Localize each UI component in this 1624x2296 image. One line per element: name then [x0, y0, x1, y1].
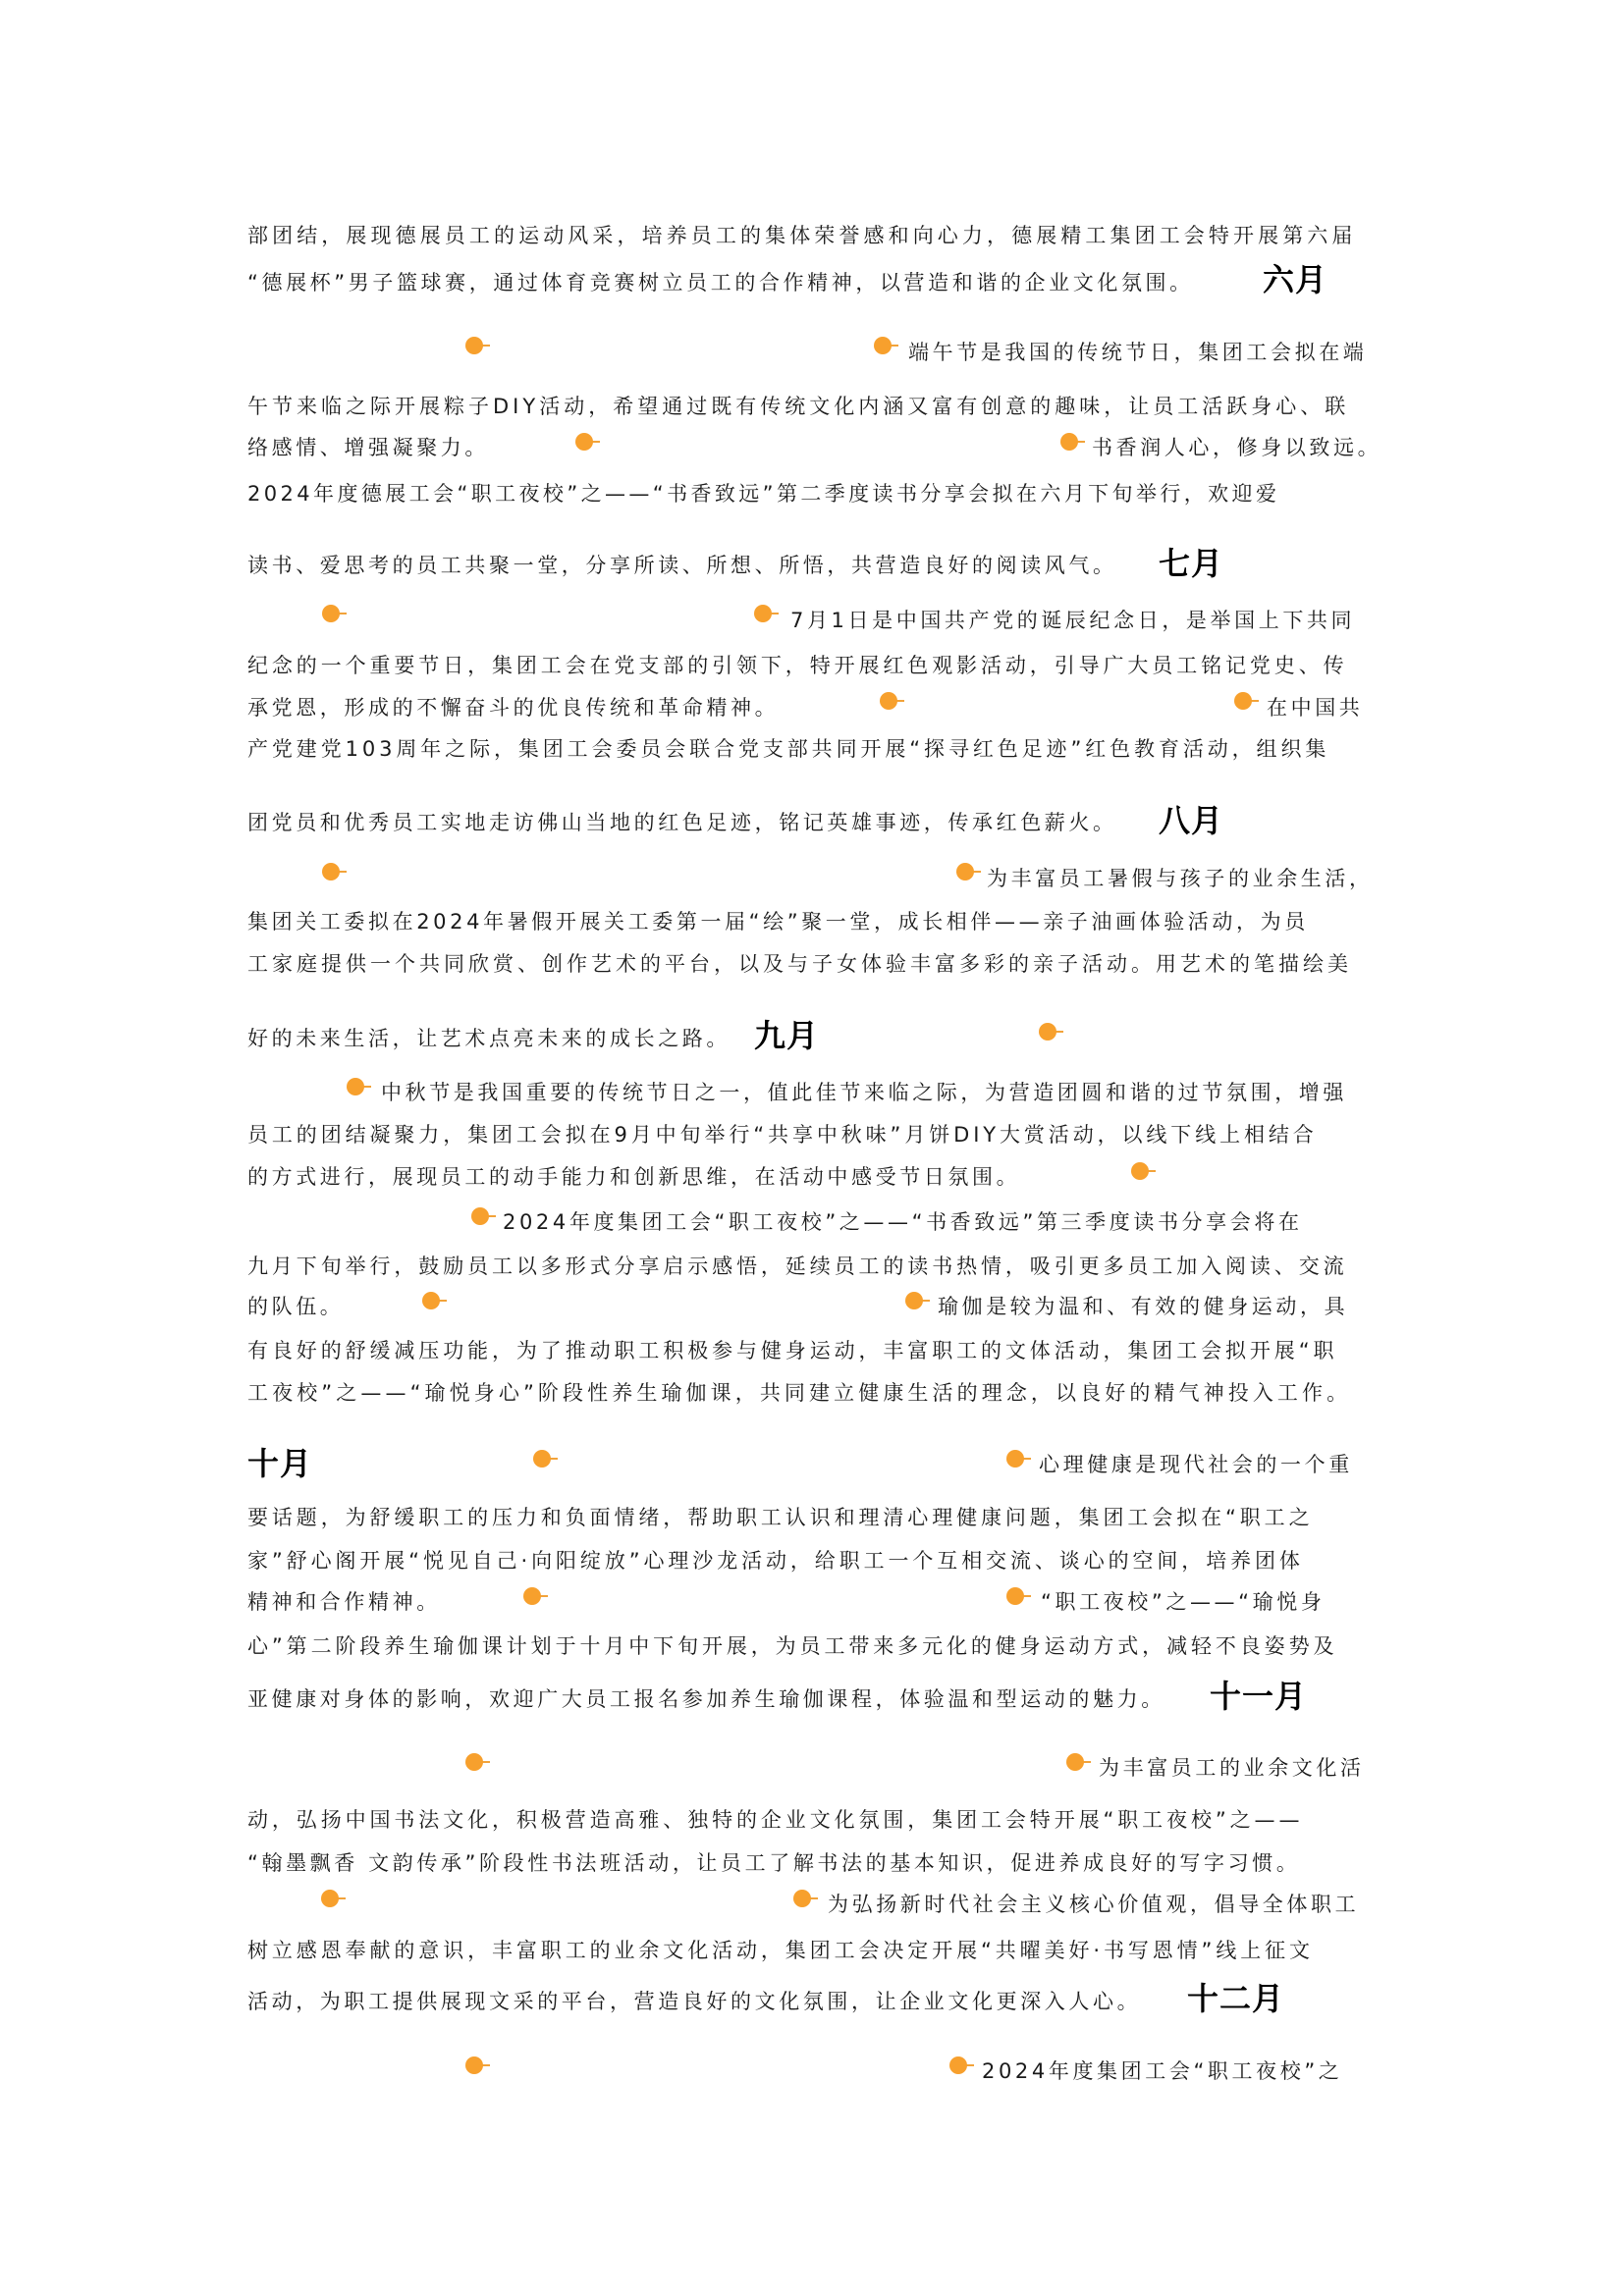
text-line: 动，弘扬中国书法文化，积极营造高雅、独特的企业文化氛围，集团工会特开展“职工夜校”之——: [247, 1808, 1304, 1832]
text-line: 员工的团结凝聚力，集团工会拟在9月中旬举行“共享中秋味”月饼DIY大赏活动，以线下线上相结合: [247, 1123, 1318, 1147]
month-heading-nov: 十一月: [1210, 1678, 1308, 1715]
text-line: 瑜伽是较为温和、有效的健身运动，具: [938, 1295, 1349, 1318]
text-line: 午节来临之际开展粽子DIY活动，希望通过既有传统文化内涵又富有创意的趣味，让员工活跃身心、联: [247, 395, 1350, 418]
orange-dot-icon: [573, 431, 595, 453]
orange-dot-icon: [947, 2055, 969, 2076]
orange-dot-icon: [878, 690, 899, 712]
orange-dot-icon: [1004, 1448, 1026, 1469]
orange-dot-icon: [1129, 1160, 1151, 1182]
text-line: 2024年度德展工会“职工夜校”之——“书香致远”第二季度读书分享会拟在六月下旬举行，欢迎爱: [247, 482, 1280, 506]
month-heading-sep: 九月: [754, 1017, 820, 1054]
orange-dot-icon: [791, 1888, 813, 1909]
text-line: 心理健康是现代社会的一个重: [1039, 1453, 1353, 1476]
text-line: 九月下旬举行，鼓励员工以多形式分享启示感悟，延续员工的读书热情，吸引更多员工加入阅读、交流: [247, 1255, 1348, 1278]
text-line: 读书、爱思考的员工共聚一堂，分享所读、所想、所悟，共营造良好的阅读风气。: [247, 554, 1117, 577]
orange-dot-icon: [463, 1751, 485, 1773]
text-line: “职工夜校”之——“瑜悦身: [1041, 1590, 1326, 1614]
text-line: 为丰富员工暑假与孩子的业余生活，: [987, 867, 1374, 890]
orange-dot-icon: [319, 1888, 341, 1909]
text-line: 工夜校”之——“瑜悦身心”阶段性养生瑜伽课，共同建立健康生活的理念，以良好的精气神投入工作。: [247, 1381, 1352, 1405]
orange-dot-icon: [531, 1448, 553, 1469]
text-line: 家”舒心阁开展“悦见自己·向阳绽放”心理沙龙活动，给职工一个互相交流、谈心的空间，培养团体: [247, 1549, 1304, 1573]
text-line: 纪念的一个重要节日，集团工会在党支部的引领下，特开展红色观影活动，引导广大员工铭记党史、传: [247, 654, 1348, 677]
orange-dot-icon: [469, 1205, 491, 1227]
text-line: 集团关工委拟在2024年暑假开展关工委第一届“绘”聚一堂，成长相伴——亲子油画体验活动，为员: [247, 910, 1309, 934]
text-line: 中秋节是我国重要的传统节日之一，值此佳节来临之际，为营造团圆和谐的过节氛围，增强: [381, 1081, 1347, 1104]
orange-dot-icon: [1004, 1585, 1026, 1607]
text-line: 的队伍。: [247, 1295, 345, 1318]
orange-dot-icon: [872, 335, 893, 356]
month-heading-jul: 七月: [1159, 545, 1224, 582]
text-line: 2024年度集团工会“职工夜校”之——“书香致远”第三季度读书分享会将在: [503, 1210, 1303, 1234]
month-heading-oct: 十月: [247, 1445, 313, 1482]
text-line: 要话题，为舒缓职工的压力和负面情绪，帮助职工认识和理清心理健康问题，集团工会拟在“职工之: [247, 1506, 1314, 1529]
text-line: 工家庭提供一个共同欣赏、创作艺术的平台，以及与子女体验丰富多彩的亲子活动。用艺术的笔描绘美: [247, 952, 1352, 976]
text-line: 2024年度集团工会“职工夜校”之: [982, 2059, 1343, 2083]
text-line: 产党建党103周年之际，集团工会委员会联合党支部共同开展“探寻红色足迹”红色教育活动，组织集: [247, 737, 1330, 761]
orange-dot-icon: [420, 1290, 442, 1311]
text-line: 心”第二阶段养生瑜伽课计划于十月中下旬开展，为员工带来多元化的健身运动方式，减轻不良姿势及: [247, 1634, 1338, 1658]
text-line: 承党恩，形成的不懈奋斗的优良传统和革命精神。: [247, 696, 780, 720]
month-heading-jun: 六月: [1263, 261, 1328, 298]
orange-dot-icon: [1037, 1021, 1058, 1042]
text-line: 的方式进行，展现员工的动手能力和创新思维，在活动中感受节日氛围。: [247, 1165, 1021, 1189]
orange-dot-icon: [320, 861, 342, 882]
orange-dot-icon: [345, 1076, 366, 1097]
text-line: 7月1日是中国共产党的诞辰纪念日，是举国上下共同: [790, 609, 1356, 632]
text-line: 部团结，展现德展员工的运动风采，培养员工的集体荣誉感和向心力，德展精工集团工会特开展第六届: [247, 224, 1357, 247]
orange-dot-icon: [463, 2055, 485, 2076]
text-line: 书香润人心，修身以致远。: [1092, 436, 1382, 459]
month-heading-aug: 八月: [1159, 802, 1224, 839]
text-line: 端午节是我国的传统节日，集团工会拟在端: [908, 341, 1368, 364]
text-line: 团党员和优秀员工实地走访佛山当地的红色足迹，铭记英雄事迹，传承红色薪火。: [247, 811, 1117, 834]
text-line: 在中国共: [1267, 696, 1364, 720]
orange-dot-icon: [1064, 1751, 1086, 1773]
orange-dot-icon: [521, 1585, 543, 1607]
orange-dot-icon: [320, 603, 342, 624]
text-line: 树立感恩奉献的意识，丰富职工的业余文化活动，集团工会决定开展“共曜美好·书写恩情”线上征文: [247, 1939, 1314, 1962]
orange-dot-icon: [903, 1290, 925, 1311]
text-line: 精神和合作精神。: [247, 1590, 441, 1614]
text-line: “翰墨飘香 文韵传承”阶段性书法班活动，让员工了解书法的基本知识，促进养成良好的写字习惯。: [247, 1851, 1301, 1875]
text-line: 好的未来生活，让艺术点亮未来的成长之路。: [247, 1027, 731, 1050]
text-line: 有良好的舒缓减压功能，为了推动职工积极参与健身运动，丰富职工的文体活动，集团工会拟开展“职: [247, 1339, 1338, 1362]
text-line: 活动，为职工提供展现文采的平台，营造良好的文化氛围，让企业文化更深入人心。: [247, 1990, 1142, 2013]
orange-dot-icon: [1058, 431, 1080, 453]
orange-dot-icon: [954, 861, 976, 882]
text-line: 亚健康对身体的影响，欢迎广大员工报名参加养生瑜伽课程，体验温和型运动的魅力。: [247, 1687, 1165, 1711]
text-line: 为丰富员工的业余文化活: [1099, 1756, 1365, 1780]
text-line: 为弘扬新时代社会主义核心价值观，倡导全体职工: [828, 1893, 1360, 1916]
orange-dot-icon: [752, 603, 774, 624]
orange-dot-icon: [1232, 690, 1254, 712]
orange-dot-icon: [463, 335, 485, 356]
text-line: “德展杯”男子篮球赛，通过体育竞赛树立员工的合作精神，以营造和谐的企业文化氛围。: [247, 271, 1194, 294]
month-heading-dec: 十二月: [1187, 1980, 1285, 2017]
text-line: 络感情、增强凝聚力。: [247, 436, 489, 459]
